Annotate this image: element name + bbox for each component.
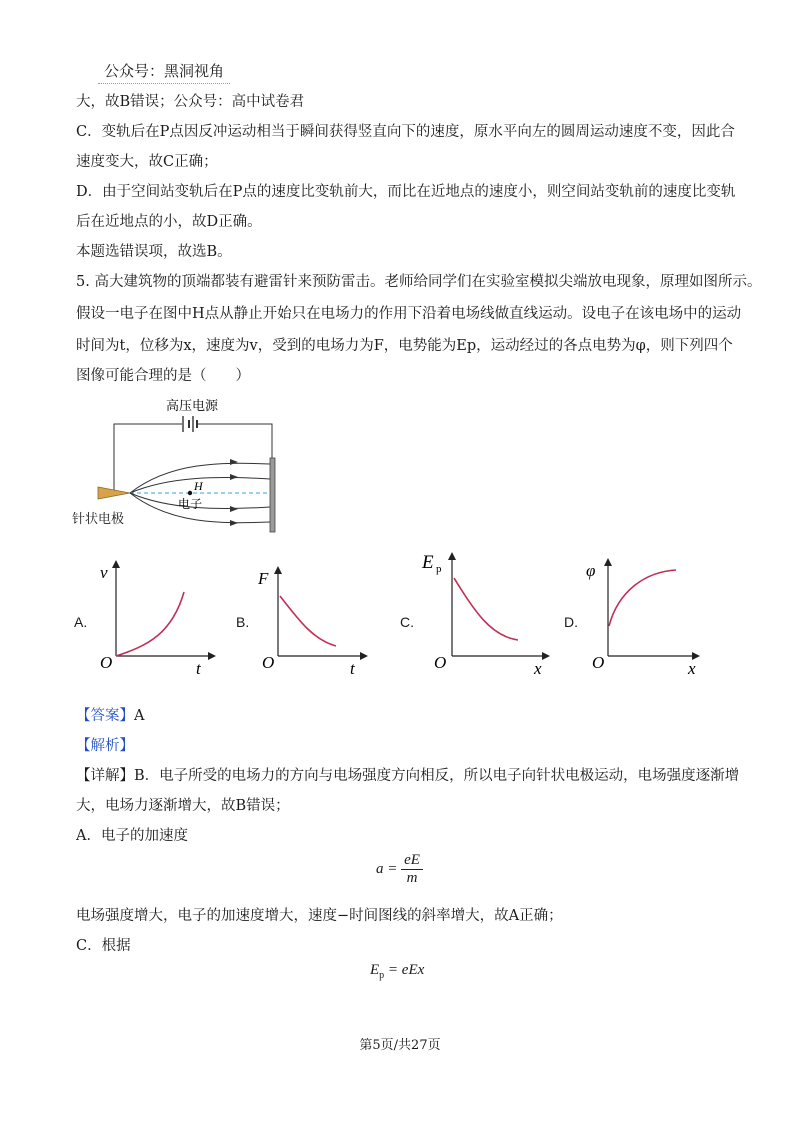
formula-acceleration (376, 852, 423, 887)
question-text: 图像可能合理的是（ ） (76, 368, 250, 384)
formula-lhs: a = (376, 860, 398, 877)
text-line: 本题选错误项，故选B。 (76, 244, 232, 260)
formula-sub: p (379, 970, 385, 981)
origin-label: O (100, 653, 113, 672)
formula-denominator: m (406, 870, 418, 886)
electron-label: 电子 (178, 497, 203, 511)
answer-tag: 【答案】 (76, 708, 134, 724)
question-text: 时间为t，位移为x，速度为v，受到的电场力为F，电势能为Ep，运动经过的各点电势为φ，则下列四个 (76, 338, 733, 354)
axis-label-ep-sub: p (436, 563, 442, 575)
axis-label-t: t (350, 659, 355, 678)
discharge-diagram (90, 396, 300, 556)
formula-rhs: = eEx (387, 962, 425, 978)
question-text: 假设一电子在图中H点从静止开始只在电场力的作用下沿着电场线做直线运动。设电子在该电场中的运动 (76, 306, 742, 322)
page-footer: 第5页/共27页 (359, 1038, 441, 1053)
option-b-label: B. (236, 614, 250, 630)
axis-label-phi: φ (586, 561, 596, 580)
option-c-label: C. (400, 614, 414, 630)
detail-line: 电场强度增大，电子的加速度增大，速度−时间图线的斜率增大，故A正确； (76, 908, 563, 924)
text-line: 速度变大，故C正确； (76, 154, 218, 170)
power-source-label: 高压电源 (165, 399, 219, 414)
point-h-label: H (194, 479, 203, 493)
option-b-graph (254, 556, 374, 680)
axis-label-ep: E (422, 552, 434, 573)
axis-label-x: x (534, 659, 542, 678)
text-line: 大，故B错误；公众号：高中试卷君 (76, 94, 305, 110)
text-line: C．变轨后在P点因反冲运动相当于瞬间获得竖直向下的速度，原水平向左的圆周运动速度不变，因此合 (76, 124, 735, 140)
axis-label-f: F (258, 569, 269, 588)
option-d-label: D. (564, 614, 578, 630)
option-a-graph (92, 556, 222, 680)
analysis-tag: 【解析】 (76, 738, 134, 754)
detail-line: 大，电场力逐渐增大，故B错误； (76, 798, 290, 814)
text-line: D．由于空间站变轨后在P点的速度比变轨前大，而比在近地点的速度小，则空间站变轨前的速度比变轨 (76, 184, 736, 200)
text-line: 后在近地点的小，故D正确。 (76, 214, 262, 230)
axis-label-x: x (688, 659, 696, 678)
formula-lhs: E (370, 962, 380, 978)
watermark: 公众号：黑洞视角 (98, 58, 230, 84)
detail-tag: 【详解】 (76, 768, 134, 784)
formula-numerator: eE (401, 852, 423, 870)
origin-label: O (434, 653, 447, 672)
needle-electrode-label: 针状电极 (72, 512, 125, 527)
formula-potential-energy (370, 962, 424, 981)
option-d-graph (584, 548, 708, 680)
axis-label-v: v (100, 563, 108, 582)
answer-line (76, 706, 144, 726)
option-c-graph (420, 540, 560, 680)
detail-line (76, 766, 739, 786)
option-a-label: A. (74, 614, 88, 630)
detail-line: C．根据 (76, 938, 131, 954)
detail-text: B．电子所受的电场力的方向与电场强度方向相反，所以电子向针状电极运动，电场强度逐渐增 (134, 768, 740, 784)
detail-line: A．电子的加速度 (76, 828, 188, 844)
question-text: 5. 高大建筑物的顶端都装有避雷针来预防雷击。老师给同学们在实验室模拟尖端放电现象，原理如图所示。 (76, 274, 762, 290)
answer-value: A (134, 708, 145, 724)
origin-label: O (262, 653, 275, 672)
axis-label-t: t (196, 659, 201, 678)
origin-label: O (592, 653, 605, 672)
